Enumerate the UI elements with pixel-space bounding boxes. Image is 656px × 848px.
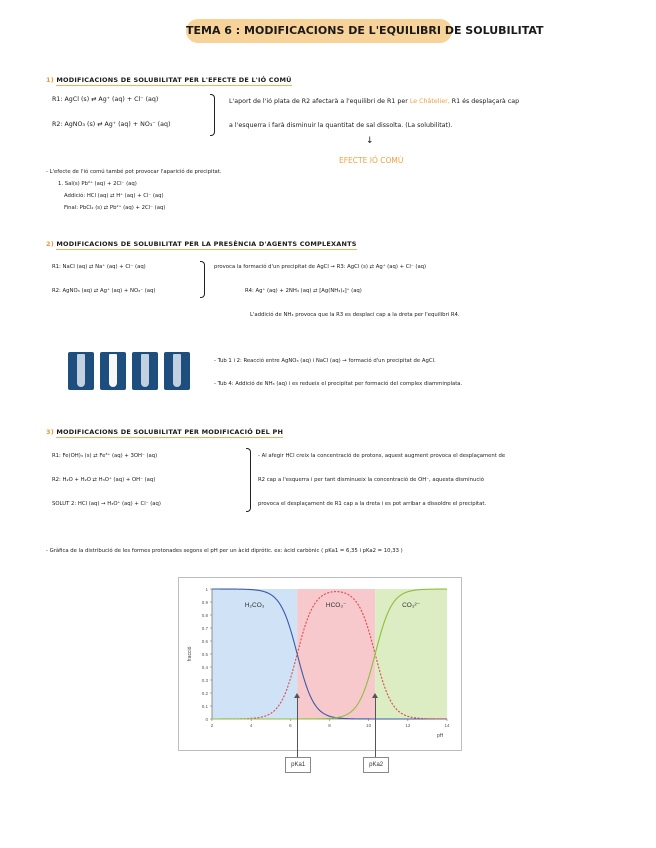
y-tick-label: 1 [205, 587, 208, 592]
s1-down-arrow: ↓ [366, 136, 374, 146]
x-axis-label: pH [437, 733, 444, 739]
s2-tube-note-2: - Tub 4: Addició de NH₃ (aq) i es redueix el precipitat per formació del complex diamminplata. [214, 381, 463, 387]
s1-text-1a: L'aport de l'ió plata de R2 afectarà a l'equilibri de R1 per [229, 98, 408, 105]
s3-brace [246, 448, 251, 512]
y-tick-label: 0.8 [201, 613, 208, 618]
pka-box-2: pKa2 [363, 757, 389, 773]
pka-arrow-head-2 [372, 693, 378, 698]
s2-note: L'addició de NH₃ provoca que la R3 es desplaci cap a la dreta per l'equilibri R4. [250, 312, 460, 318]
y-tick-label: 0.1 [201, 704, 208, 709]
s3-text-3: provoca el desplaçament de R1 cap a la dreta i es pot arribar a dissoldre el precipitat. [258, 501, 487, 507]
chart-frame [178, 577, 462, 751]
title-banner [186, 19, 544, 43]
s1-reaction-2: R2: AgNO₃ (s) ⇄ Ag⁺ (aq) + NO₃⁻ (aq) [52, 121, 171, 128]
x-tick-label: 14 [444, 723, 450, 728]
x-tick-label: 4 [249, 723, 253, 728]
s1-explanation-line-1 [229, 98, 519, 105]
test-tube-3 [132, 352, 158, 390]
s2-tube-note-1: - Tub 1 i 2: Reacció entre AgNO₃ (aq) i NaCl (aq) → formació d'un precipitat de AgCl. [214, 358, 436, 364]
y-tick-label: 0.6 [201, 639, 208, 644]
section-2-number: 2) [46, 240, 54, 248]
section-3-heading [46, 428, 283, 436]
graph-caption: - Gràfica de la distribució de les formes protonades segons el pH per un àcid diprótic. ex: àcid carbònic ( pKa1 = 6,35 i pKa2 = 10,33 ) [46, 548, 403, 554]
y-tick-label: 0.9 [201, 600, 208, 605]
pka-arrow-head-1 [294, 693, 300, 698]
speciation-chart [179, 578, 461, 750]
section-1-heading [46, 76, 292, 84]
test-tube-1 [68, 352, 94, 390]
s2-reaction-1: R1: NaCl (aq) ⇄ Na⁺ (aq) + Cl⁻ (aq) [52, 264, 146, 270]
x-tick-label: 2 [210, 723, 214, 728]
section-1-number: 1) [46, 76, 54, 84]
s1-note: - L'efecte de l'ió comú també pot provocar l'aparició de precipitat. [46, 169, 222, 175]
s3-reaction-1: R1: Fe(OH)₃ (s) ⇄ Fe³⁺ (aq) + 3OH⁻ (aq) [52, 453, 158, 459]
section-1-title: MODIFICACIONS DE SOLUBILITAT PER L'EFECTE DE L'IÓ COMÚ [56, 76, 292, 84]
x-tick-label: 12 [405, 723, 411, 728]
region-label-2: CO₃²⁻ [402, 602, 421, 609]
test-tube-2 [100, 352, 126, 390]
s3-text-2: R2 cap a l'esquerra i per tant disminueix la concentració de OH⁻, aquesta disminució [258, 477, 484, 483]
s1-brace [210, 94, 215, 136]
s1-le-chatelier: Le Châtelier, [409, 98, 450, 105]
s3-text-1: - Al afegir HCl creix la concentració de protons, aquest augment provoca el desplaçament de [258, 453, 506, 459]
section-3-title: MODIFICACIONS DE SOLUBILITAT PER MODIFICACIÓ DEL PH [56, 428, 284, 436]
x-tick-label: 6 [289, 723, 292, 728]
test-tube-4 [164, 352, 190, 390]
s1-reaction-1: R1: AgCl (s) ⇄ Ag⁺ (aq) + Cl⁻ (aq) [52, 96, 159, 103]
y-tick-label: 0 [205, 717, 208, 722]
y-tick-label: 0.4 [201, 665, 208, 670]
s2-precipitate-text: provoca la formació d'un precipitat de AgCl → R3: AgCl (s) ⇄ Ag⁺ (aq) + Cl⁻ (aq) [214, 264, 427, 270]
section-2-heading [46, 240, 357, 248]
x-tick-label: 8 [328, 723, 331, 728]
pka-box-1: pKa1 [285, 757, 311, 773]
s1-example-1: 1. Sal(s) Pb²⁺ (aq) + 2Cl⁻ (aq) [58, 181, 137, 187]
s2-brace [200, 261, 205, 298]
y-axis-label: fracció [187, 646, 193, 662]
region-label-1: HCO₃⁻ [325, 602, 347, 609]
s1-text-1c: R1 és desplaçarà cap [451, 98, 520, 105]
s2-reaction-2: R2: AgNO₃ (aq) ⇄ Ag⁺ (aq) + NO₃⁻ (aq) [52, 288, 156, 294]
y-tick-label: 0.7 [201, 626, 208, 631]
section-2-title: MODIFICACIONS DE SOLUBILITAT PER LA PRESÈNCIA D'AGENTS COMPLEXANTS [56, 240, 357, 248]
s1-example-2: Addició: HCl (aq) ⇄ H⁺ (aq) + Cl⁻ (aq) [64, 193, 164, 199]
region-label-0: H₂CO₃ [244, 602, 265, 609]
s1-explanation-line-2: a l'esquerra i farà disminuir la quantitat de sal dissolta. (La solubilitat). [229, 122, 453, 129]
section-3-number: 3) [46, 428, 54, 436]
s1-example-3: Final: PbCl₂ (s) ⇄ Pb²⁺ (aq) + 2Cl⁻ (aq) [64, 205, 166, 211]
y-tick-label: 0.2 [201, 691, 208, 696]
s3-reaction-3: SOLUT 2: HCl (aq) → H₃O⁺ (aq) + Cl⁻ (aq) [52, 501, 161, 507]
pka-arrow-2 [375, 695, 376, 757]
pka-arrow-1 [297, 695, 298, 757]
y-tick-label: 0.3 [201, 678, 208, 683]
page-title: TEMA 6 : MODIFICACIONS DE L'EQUILIBRI DE SOLUBILITAT [186, 24, 544, 37]
s1-common-ion-label: EFECTE IÓ COMÚ [339, 156, 404, 165]
s3-reaction-2: R2: H₂O + H₂O ⇄ H₃O⁺ (aq) + OH⁻ (aq) [52, 477, 156, 483]
x-tick-label: 10 [366, 723, 372, 728]
y-tick-label: 0.5 [201, 652, 208, 657]
s2-reaction-4: R4: Ag⁺ (aq) + 2NH₃ (aq) ⇄ [Ag(NH₃)₂]⁺ (aq) [245, 288, 362, 294]
